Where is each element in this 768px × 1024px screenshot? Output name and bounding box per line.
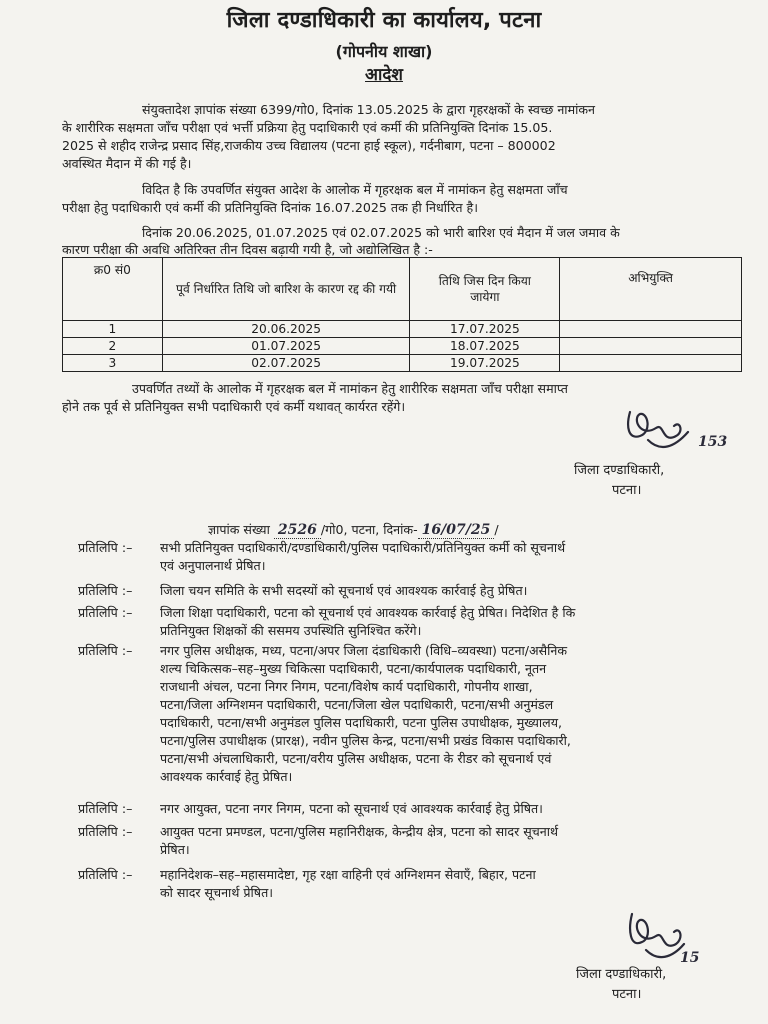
signatory-place: पटना। (612, 987, 642, 1002)
memo-suffix: / (494, 522, 499, 537)
cell-serial: 1 (63, 321, 163, 338)
cell-remarks (560, 338, 742, 355)
cell-serial: 2 (63, 338, 163, 355)
paragraph-line: विदित है कि उपवर्णित संयुक्त आदेश के आलोक में गृहरक्षक बल में नामांकन हेतु सक्षमता जाँच (142, 182, 568, 197)
signatory-place: पटना। (612, 483, 642, 498)
signatory-designation: जिला दण्डाधिकारी, (574, 463, 665, 478)
copy-label: प्रतिलिपि :– (78, 540, 133, 555)
copy-line: आवश्यक कार्रवाई हेतु प्रेषित। (160, 769, 293, 784)
postponed-dates-table (62, 257, 742, 372)
copy-line: जिला शिक्षा पदाधिकारी, पटना को सूचनार्थ एवं आवश्यक कार्रवाई हेतु प्रेषित। निदेशित है कि (160, 605, 576, 620)
table-row (63, 321, 742, 338)
table-header-row (63, 258, 742, 321)
col-header-serial: क्र0 सं0 (63, 258, 163, 321)
cell-remarks (560, 355, 742, 372)
copy-line: पटना/पुलिस उपाधीक्षक (प्रारक्ष), नवीन पुलिस केन्द्र, पटना/सभी प्रखंड विकास पदाधिकारी, (160, 733, 571, 748)
copy-line: को सादर सूचनार्थ प्रेषित। (160, 885, 274, 900)
memo-prefix: ज्ञापांक संख्या (208, 522, 270, 537)
copy-line: सभी प्रतिनियुक्त पदाधिकारी/दण्डाधिकारी/पुलिस पदाधिकारी/प्रतिनियुक्त कर्मी को सूचनार्थ (160, 540, 566, 555)
copy-label: प्रतिलिपि :– (78, 643, 133, 658)
copy-line: पटना/जिला अग्निशमन पदाधिकारी, पटना/जिला खेल पदाधिकारी, पटना/सभी अनुमंडल (160, 697, 554, 712)
paragraph-line: के शारीरिक सक्षमता जाँच परीक्षा एवं भर्त्ती प्रक्रिया हेतु पदाधिकारी एवं कर्मी की प्रतिनियुक्ति दिनांक 15.05. (62, 120, 553, 135)
copy-line: एवं अनुपालनार्थ प्रेषित। (160, 558, 266, 573)
copy-label: प्रतिलिपि :– (78, 605, 133, 620)
copy-line: पदाधिकारी, पटना/सभी अनुमंडल पुलिस पदाधिकारी, पटना पुलिस उपाधीक्षक, मुख्यालय, (160, 715, 563, 730)
paragraph-line: संयुक्तादेश ज्ञापांक संख्या 6399/गो0, दिनांक 13.05.2025 के द्वारा गृहरक्षकों के स्वच्छ नामांकन (142, 102, 596, 117)
memo-date: 16/07/25 (418, 522, 495, 539)
col-header-remarks: अभियुक्ति (560, 258, 742, 321)
copy-line: प्रतिनियुक्त शिक्षकों की ससमय उपस्थिति सुनिश्चित करेंगे। (160, 623, 422, 638)
paragraph-line: उपवर्णित तथ्यों के आलोक में गृहरक्षक बल में नामांकन हेतु शारीरिक सक्षमता जाँच परीक्षा समाप्त (132, 381, 568, 396)
cell-new-date: 18.07.2025 (410, 338, 560, 355)
copy-line: आयुक्त पटना प्रमण्डल, पटना/पुलिस महानिरीक्षक, केन्द्रीय क्षेत्र, पटना को सादर सूचनार्थ (160, 824, 559, 839)
copy-line: महानिदेशक–सह–महासमादेष्टा, गृह रक्षा वाहिनी एवं अग्निशमन सेवाएँ, बिहार, पटना (160, 867, 536, 882)
col-header-new-date: तिथि जिस दिन किया जायेगा (410, 258, 560, 321)
table-row (63, 338, 742, 355)
memo-line (208, 521, 499, 538)
signature-initials: 153 (698, 434, 728, 450)
copy-label: प्रतिलिपि :– (78, 801, 133, 816)
cell-serial: 3 (63, 355, 163, 372)
paragraph-line: कारण परीक्षा की अवधि अतिरिक्त तीन दिवस बढ़ायी गयी है, जो अद्योलिखित है :- (62, 242, 433, 257)
office-title: जिला दण्डाधिकारी का कार्यालय, पटना (226, 8, 542, 33)
paragraph-line: दिनांक 20.06.2025, 01.07.2025 एवं 02.07.2025 को भारी बारिश एवं मैदान में जल जमाव के (142, 225, 620, 240)
copy-label: प्रतिलिपि :– (78, 867, 133, 882)
cell-cancelled-date: 01.07.2025 (162, 338, 410, 355)
cell-new-date: 17.07.2025 (410, 321, 560, 338)
memo-mid: /गो0, पटना, दिनांक- (320, 522, 418, 537)
branch-name: (गोपनीय शाखा) (335, 42, 433, 61)
copy-line: शल्य चिकित्सक–सह–मुख्य चिकित्सा पदाधिकारी, पटना/कार्यपालक पदाधिकारी, नूतन (160, 661, 547, 676)
col-header-cancelled-date: पूर्व निर्धारित तिथि जो बारिश के कारण रद्द की गयी (162, 258, 410, 321)
copy-line: जिला चयन समिति के सभी सदस्यों को सूचनार्थ एवं आवश्यक कार्रवाई हेतु प्रेषित। (160, 583, 528, 598)
paragraph-line: होने तक पूर्व से प्रतिनियुक्त सभी पदाधिकारी एवं कर्मी यथावत् कार्यरत रहेंगे। (62, 399, 406, 414)
cell-cancelled-date: 02.07.2025 (162, 355, 410, 372)
memo-number: 2526 (274, 522, 321, 539)
paragraph-line: 2025 से शहीद राजेन्द्र प्रसाद सिंह,राजकीय उच्च विद्यालय (पटना हाई स्कूल), गर्दनीबाग, पटना – 800002 (62, 138, 556, 153)
copy-line: पटना/सभी अंचलाधिकारी, पटना/वरीय पुलिस अधीक्षक, पटना के रीडर को सूचनार्थ एवं (160, 751, 552, 766)
copy-label: प्रतिलिपि :– (78, 583, 133, 598)
cell-cancelled-date: 20.06.2025 (162, 321, 410, 338)
copy-label: प्रतिलिपि :– (78, 824, 133, 839)
copy-line: राजधानी अंचल, पटना निगर निगम, पटना/विशेष कार्य पदाधिकारी, गोपनीय शाखा, (160, 679, 533, 694)
copy-line: प्रेषित। (160, 842, 190, 857)
cell-new-date: 19.07.2025 (410, 355, 560, 372)
cell-remarks (560, 321, 742, 338)
copy-line: नगर पुलिस अधीक्षक, मध्य, पटना/अपर जिला दंडाधिकारी (विधि–व्यवस्था) पटना/असैनिक (160, 643, 568, 658)
paragraph-line: परीक्षा हेतु पदाधिकारी एवं कर्मी की प्रतिनियुक्ति दिनांक 16.07.2025 तक ही निर्धारित है। (62, 200, 479, 215)
copy-line: नगर आयुक्त, पटना नगर निगम, पटना को सूचनार्थ एवं आवश्यक कार्रवाई हेतु प्रेषित। (160, 801, 543, 816)
table-row (63, 355, 742, 372)
signatory-designation: जिला दण्डाधिकारी, (576, 967, 667, 982)
signature-initials: 15 (680, 950, 700, 966)
order-heading: आदेश (365, 65, 403, 85)
paragraph-line: अवस्थित मैदान में की गई है। (62, 156, 192, 171)
